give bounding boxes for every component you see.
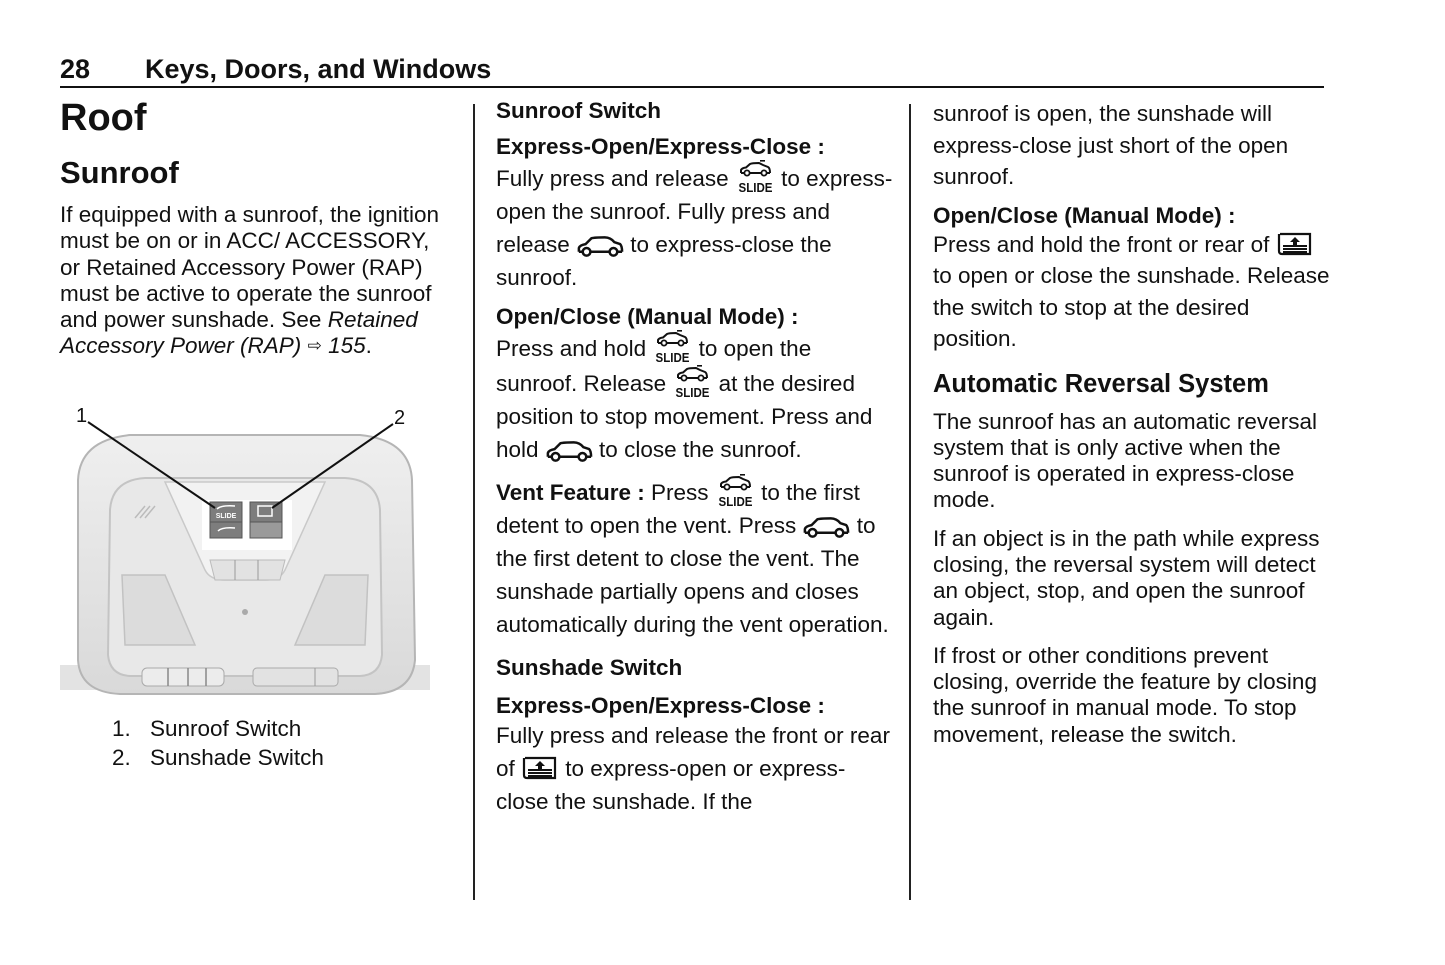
sunshade-express-text: Fully press and release the front or rear of to express-open or express-close the sunshade. If the xyxy=(496,723,890,814)
page-header xyxy=(60,52,1324,88)
intro-paragraph: If equipped with a sunroof, the ignition must be on or in ACC/ ACCESSORY, or Retained Accessory Power (RAP) must be active to operate the sunroof and power sunshade. See Retained Accessory Power (RAP) ⇨ 155. xyxy=(60,202,440,359)
column-2 xyxy=(496,98,896,818)
sunroof-slide-icon xyxy=(652,330,692,364)
sunroof-slide-icon xyxy=(715,474,755,508)
reversal-paragraph-3: If frost or other conditions prevent closing, override the feature by closing the sunroof in manual mode. To stop movement, release the switch. xyxy=(933,642,1317,747)
figure-legend xyxy=(60,714,450,772)
cross-reference-link[interactable]: Retained Accessory Power (RAP) xyxy=(60,307,418,359)
express-open-close-text: Fully press and release to express-open the sunroof. Fully press and release to express-close the sunroof. xyxy=(496,160,896,294)
sunshade-express-label: Express-Open/Express-Close : xyxy=(496,693,825,718)
express-open-close-label: Express-Open/Express-Close : xyxy=(496,134,825,159)
column-divider xyxy=(473,104,475,900)
chapter-title: Keys, Doors, and Windows xyxy=(145,54,492,84)
sunshade-manual-text: Press and hold the front or rear of to open or close the sunshade. Release the switch to stop at the desired position. xyxy=(933,231,1330,351)
sunshade-icon xyxy=(521,756,559,782)
callout-2: 2 xyxy=(394,406,406,429)
reversal-paragraph-2: If an object is in the path while express closing, the reversal system will detect an object, stop, and open the sunroof again. xyxy=(933,525,1320,630)
sunshade-icon xyxy=(1276,232,1314,258)
reversal-paragraph-1: The sunroof has an automatic reversal system that is only active when the sunroof is operated in express-close mode. xyxy=(933,408,1317,513)
legend-item: 2. Sunshade Switch xyxy=(112,744,324,770)
manual-mode-label: Open/Close (Manual Mode) : xyxy=(496,304,799,329)
overhead-console-illustration xyxy=(60,400,430,700)
svg-text:SLIDE: SLIDE xyxy=(215,512,237,520)
manual-mode-text: Press and hold to open the sunroof. Release at the desired position to stop movement. Press and hold to close the sunroof. xyxy=(496,330,896,466)
sunroof-slide-icon xyxy=(735,160,775,194)
page-ref-number[interactable]: 155 xyxy=(328,333,366,359)
legend-item: 1. Sunroof Switch xyxy=(112,715,302,741)
page-number: 28 xyxy=(60,54,91,84)
sunroof-close-car-icon xyxy=(576,236,624,258)
sunroof-switch-heading: Sunroof Switch xyxy=(496,98,661,123)
automatic-reversal-heading: Automatic Reversal System xyxy=(933,369,1269,398)
subsection-title: Sunroof xyxy=(60,155,179,190)
sunroof-slide-icon xyxy=(672,365,712,399)
overhead-console-figure xyxy=(60,400,430,700)
section-title: Roof xyxy=(60,97,147,139)
sunshade-switch-heading: Sunshade Switch xyxy=(496,655,683,680)
page-ref-arrow-icon: ⇨ xyxy=(307,336,322,356)
sunroof-close-car-icon xyxy=(545,441,593,463)
vent-feature-text: Vent Feature : Press to the first detent to open the vent. Press to the first detent to close the vent. The sunshade partially opens and closes automatically during the vent operation. xyxy=(496,474,896,641)
column-1 xyxy=(60,96,450,772)
column-3 xyxy=(933,98,1333,748)
callout-1: 1 xyxy=(76,404,88,427)
sunshade-express-continued: sunroof is open, the sunshade will express-close just short of the open sunroof. xyxy=(933,101,1289,189)
sunshade-manual-label: Open/Close (Manual Mode) : xyxy=(933,202,1236,228)
sunroof-close-car-icon xyxy=(802,517,850,539)
vent-feature-label: Vent Feature : xyxy=(496,480,645,505)
column-divider xyxy=(909,104,911,900)
